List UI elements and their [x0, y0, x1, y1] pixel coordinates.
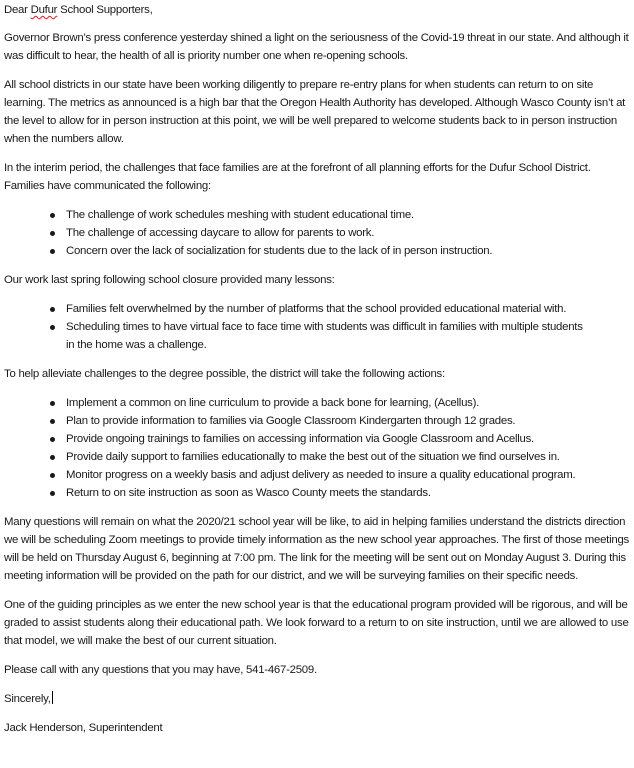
list-item-text: Provide daily support to families educationally to make the best out of the situation we find ourselves in. — [66, 451, 560, 463]
list-item-text: Scheduling times to have virtual face to face time with students was difficult in families with multiple students in the home was a challenge. — [66, 321, 583, 351]
text-cursor — [52, 691, 53, 704]
list-item-text: Return to on site instruction as soon as Wasco County meets the standards. — [66, 487, 431, 499]
closing — [4, 690, 630, 708]
bullet-icon — [50, 437, 55, 442]
paragraph-covid-press: Governor Brown’s press conference yesterday shined a light on the seriousness of the Covid-19 threat in our state. And although it was difficult to hear, the health of all is priority number one when re-opening schools. — [4, 32, 629, 62]
list-item-text: The challenge of accessing daycare to allow for parents to work. — [66, 227, 375, 239]
list-item — [4, 412, 630, 430]
bullet-icon — [50, 401, 55, 406]
bullet-icon — [50, 307, 55, 312]
paragraph-contact: Please call with any questions that you may have, 541-467-2509. — [4, 664, 317, 676]
list-item-text: Provide ongoing trainings to families on accessing information via Google Classroom and Acellus. — [66, 433, 534, 445]
paragraph-interim: In the interim period, the challenges that face families are at the forefront of all planning efforts for the Dufur School District. Families have communicated the following: — [4, 162, 591, 192]
bullet-icon — [50, 249, 55, 254]
list-item — [4, 242, 630, 260]
bullet-icon — [50, 231, 55, 236]
bullet-icon — [50, 419, 55, 424]
signature: Jack Henderson, Superintendent — [4, 722, 163, 734]
list-item-text: Concern over the lack of socialization for students due to the lack of in person instruction. — [66, 245, 493, 257]
paragraph-lessons-intro: Our work last spring following school closure provided many lessons: — [4, 274, 335, 286]
bullet-icon — [50, 473, 55, 478]
bullet-icon — [50, 325, 55, 330]
paragraph-actions-intro: To help alleviate challenges to the degree possible, the district will take the following actions: — [4, 368, 445, 380]
list-item-text: Families felt overwhelmed by the number of platforms that the school provided educational material with. — [66, 303, 567, 315]
greeting-prefix: Dear — [4, 4, 31, 16]
list-item-text: The challenge of work schedules meshing with student educational time. — [66, 209, 414, 221]
list-item — [4, 430, 630, 448]
misspelled-word[interactable]: Dufur — [30, 4, 58, 16]
bullet-icon — [50, 213, 55, 218]
list-item-text: Implement a common on line curriculum to provide a back bone for learning, (Acellus). — [66, 397, 480, 409]
bullet-icon — [50, 455, 55, 460]
lessons-list — [4, 300, 630, 354]
greeting-suffix: School Supporters, — [57, 4, 153, 16]
paragraph-zoom-meetings: Many questions will remain on what the 2020/21 school year will be like, to aid in helping families understand the districts direction we will be scheduling Zoom meetings to provide timely information as the new school year approaches. The first of those meetings will be held on Thursday August 6, beginning at 7:00 pm. The link for the meeting will be sent out on Monday August 3. During this meeting information will be provided on the path for our district, and we will be surveying families on their specific needs. — [4, 516, 629, 582]
list-item — [4, 224, 630, 242]
challenges-list — [4, 206, 630, 260]
bullet-icon — [50, 491, 55, 496]
paragraph-guiding-principles: One of the guiding principles as we enter the new school year is that the educational program provided will be rigorous, and will be graded to assist students along their educational path. We look forward to a return to on site instruction, until we are allowed to use that model, we will make the best of our current situation. — [4, 599, 629, 647]
list-item — [4, 448, 630, 466]
list-item-text: Monitor progress on a weekly basis and adjust delivery as needed to insure a quality educational program. — [66, 469, 576, 481]
list-item — [4, 466, 630, 484]
greeting — [4, 1, 630, 19]
list-item — [4, 300, 630, 318]
list-item — [4, 484, 630, 502]
list-item-text: Plan to provide information to families via Google Classroom Kindergarten through 12 grades. — [66, 415, 516, 427]
list-item — [4, 318, 630, 354]
actions-list — [4, 394, 630, 502]
closing-text: Sincerely, — [4, 693, 51, 705]
list-item — [4, 394, 630, 412]
list-item — [4, 206, 630, 224]
paragraph-reentry-plans: All school districts in our state have been working diligently to prepare re-entry plans for when students can return to on site learning. The metrics as announced is a high bar that the Oregon Health Authority has developed. Although Wasco County isn’t at the level to allow for in person instruction at this point, we will be well prepared to welcome students back to in person instruction when the numbers allow. — [4, 79, 626, 145]
